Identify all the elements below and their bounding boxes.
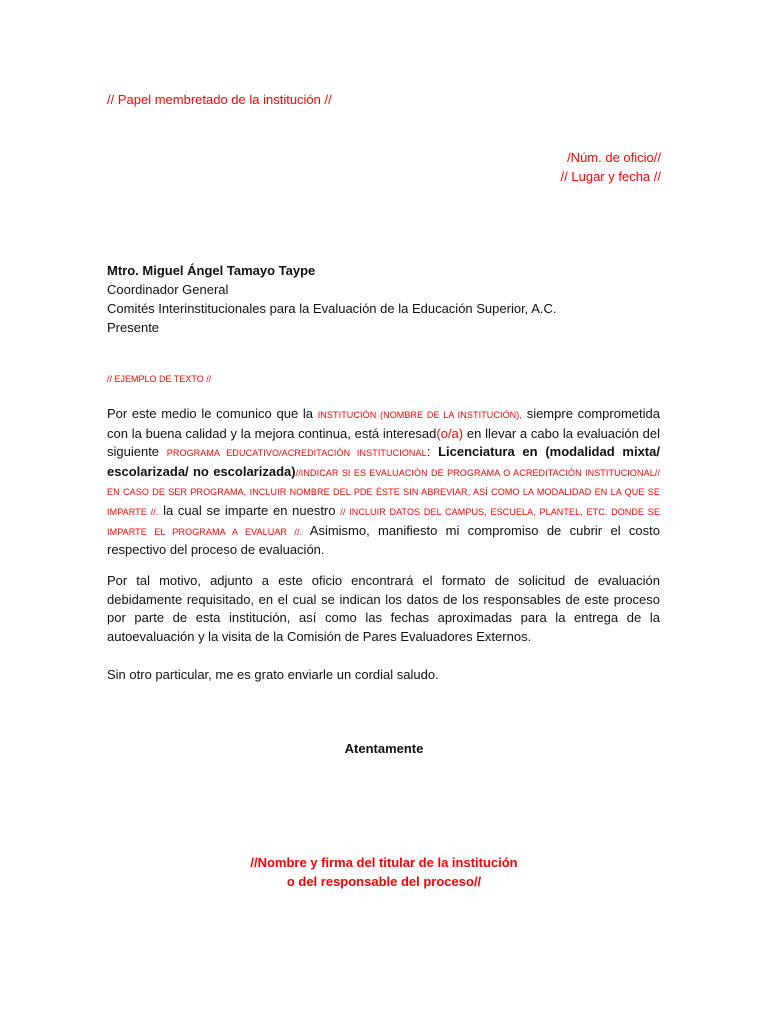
place-date: // Lugar y fecha // [560,169,661,184]
recipient-title: Coordinador General [107,282,229,297]
program-placeholder: PROGRAMA EDUCATIVO/ACREDITACIÓN INSTITUCIONAL [166,448,427,459]
paragraph-farewell: Sin otro particular, me es grato enviarle un cordial saludo. [107,667,439,682]
signature-line-2: o del responsable del proceso// [286,874,482,889]
paragraph1-text-4: : [426,444,439,460]
gender-placeholder: (o/a) [436,425,464,441]
paragraph1-text-3: en llevar a cabo la evaluación del siguiente [107,425,660,460]
paragraph1-text-5: la cual se imparte en nuestro [158,502,341,518]
paragraph1-text-6: Asimismo, manifiesto mi compromiso de cubrir el costo respectivo del proceso de evaluación. [107,522,660,558]
recipient-block [107,261,556,337]
sample-text-tag: // EJEMPLO DE TEXTO // [107,374,212,384]
campus-placeholder: // INCLUIR DATOS DEL CAMPUS, ESCUELA, PLANTEL, ETC. DONDE SE IMPARTE EL PROGRAMA A EVALUAR //. [107,506,660,537]
institution-placeholder: INSTITUCIÓN (NOMBRE DE LA INSTITUCIÓN), [317,410,522,420]
recipient-organization: Comités Interinstitucionales para la Evaluación de la Educación Superior, A.C. [107,301,557,316]
oficio-block [561,148,661,186]
closing-atentamente: Atentamente [344,741,424,756]
program-name: Licenciatura en (modalidad mixta/ escolarizada/ no escolarizada) [107,444,660,479]
signature-line-1: //Nombre y firma del titular de la institución [250,855,518,870]
paragraph-request [107,405,660,560]
signature-placeholder [0,853,768,891]
recipient-name: Mtro. Miguel Ángel Tamayo Taype [107,263,316,278]
letterhead-placeholder: // Papel membretado de la institución // [107,92,332,107]
paragraph-attachment: Por tal motivo, adjunto a este oficio encontrará el formato de solicitud de evaluación debidamente requisitado, en el cual se indican los datos de los responsables de este proceso por parte de esta institución, así como las fechas aproximadas para la entrega de la autoevaluación y la visita de la Comisión de Pares Evaluadores Externos. [107,573,660,644]
paragraph1-text-1: Por este medio le comunico que la [107,406,318,421]
recipient-greeting: Presente [107,320,160,335]
paragraph1-text-2: siempre comprometida con la buena calidad y la mejora continua, está interesad [107,406,660,441]
indicate-placeholder: //INDICAR SI ES EVALUACIÓN DE PROGRAMA O ACREDITACIÓN INSTITUCIONAL// EN CASO DE SER PROGRAMA, INCLUIR NOMBRE DEL PDE ÉSTE SIN ABREVIAR, ASÍ COMO LA MODALIDAD EN LA QUE SE IMPARTE //. [107,467,661,517]
oficio-number: /Núm. de oficio// [567,150,661,165]
